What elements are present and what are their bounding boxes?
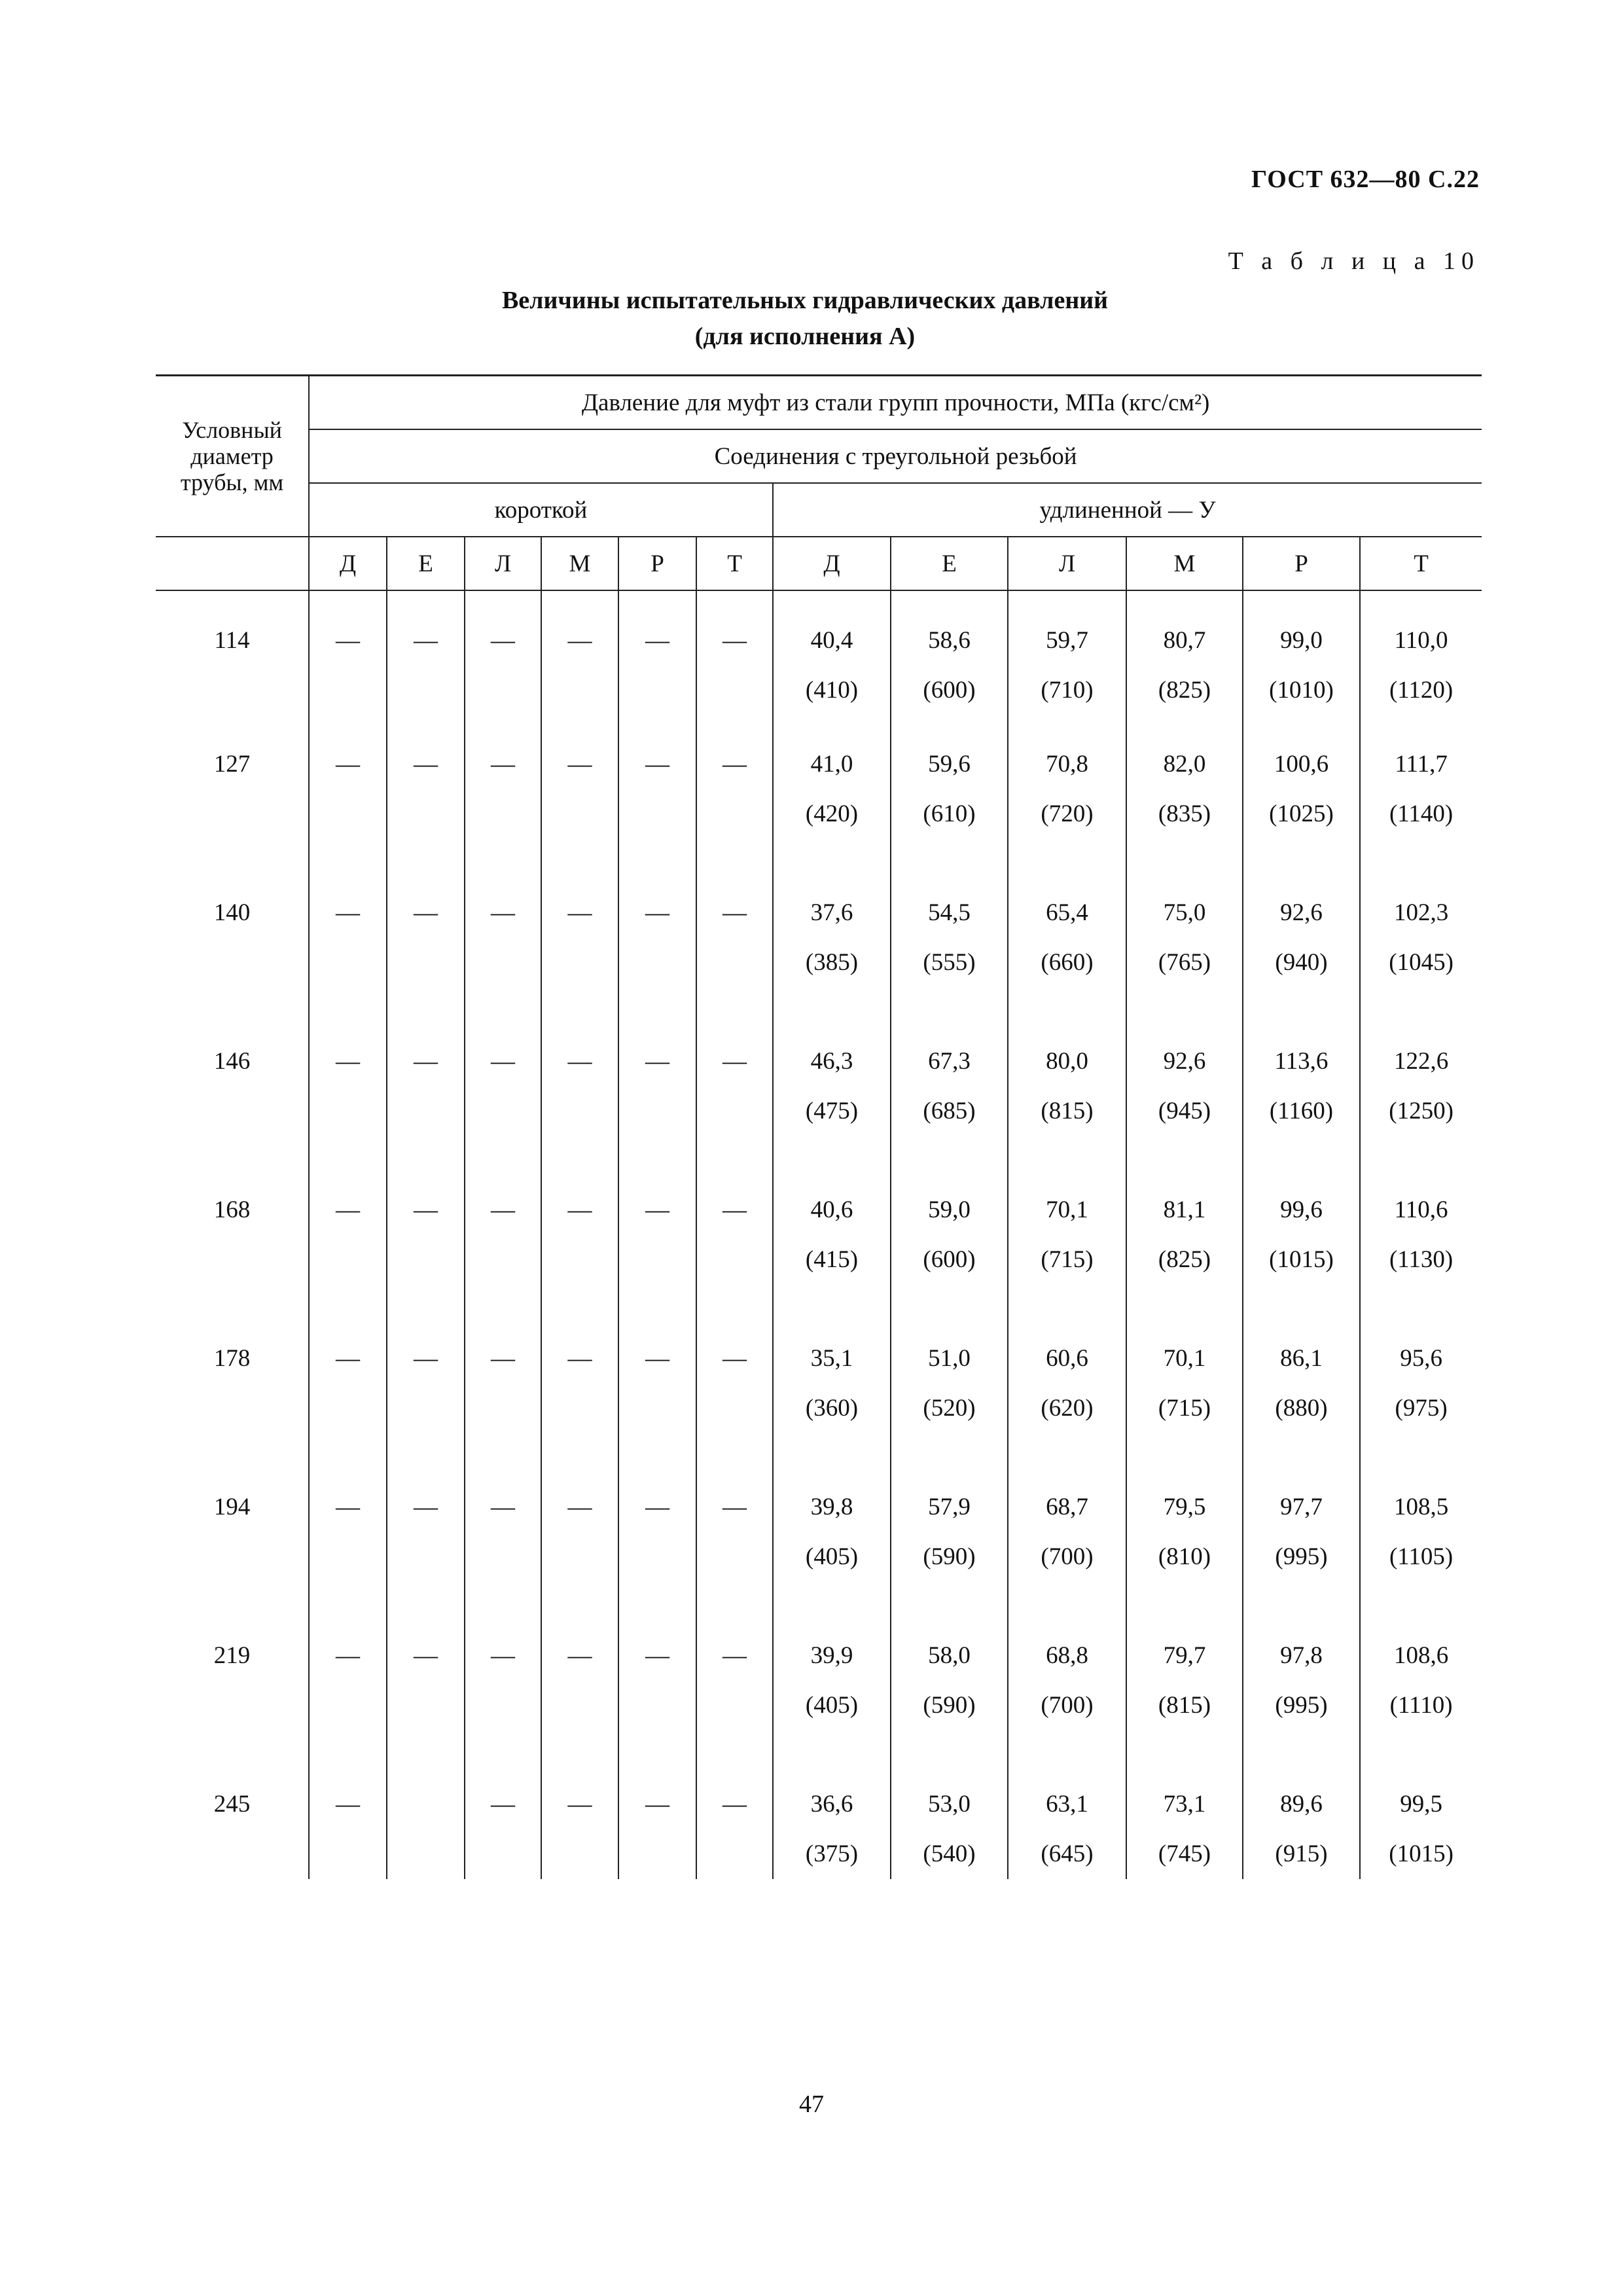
- long-thread-cell: [1243, 740, 1360, 888]
- pressure-kgf-cm2: (610): [923, 800, 976, 827]
- short-thread-cell: —: [309, 1631, 387, 1780]
- diameter-cell: 168: [213, 1196, 251, 1223]
- long-thread-cell: [1360, 1482, 1482, 1631]
- short-thread-cell: —: [696, 1185, 773, 1334]
- pressure-kgf-cm2: (1140): [1389, 800, 1454, 827]
- pressure-kgf-cm2: (1105): [1389, 1543, 1454, 1570]
- long-thread-cell: [1243, 1185, 1360, 1334]
- short-thread-cell: —: [387, 1482, 465, 1631]
- group-header: Т: [1360, 537, 1482, 590]
- short-thread-cell: —: [465, 1185, 541, 1334]
- short-thread-cell: —: [465, 888, 541, 1037]
- long-thread-cell: [1126, 740, 1243, 888]
- pressure-mpa: 59,7: [1046, 627, 1088, 654]
- long-thread-cell: [773, 888, 891, 1037]
- pressure-mpa: 67,3: [928, 1048, 971, 1075]
- long-thread-cell: [1243, 1037, 1360, 1185]
- table-row: [156, 1037, 1482, 1185]
- short-thread-cell: —: [387, 888, 465, 1037]
- pressure-mpa: 68,8: [1046, 1642, 1088, 1669]
- long-thread-cell: [773, 1185, 891, 1334]
- long-thread-cell: [1126, 1631, 1243, 1780]
- group-header: Е: [387, 537, 465, 590]
- table-row: [156, 1185, 1482, 1334]
- short-thread-cell: —: [387, 740, 465, 888]
- long-thread-cell: [1008, 590, 1126, 740]
- group-header: Д: [309, 537, 387, 590]
- group-header: Е: [891, 537, 1008, 590]
- short-thread-cell: —: [541, 1482, 618, 1631]
- pressure-kgf-cm2: (1130): [1389, 1246, 1454, 1273]
- long-thread-header: удлиненной — У: [773, 483, 1482, 537]
- group-header: Д: [773, 537, 891, 590]
- long-thread-cell: [891, 1037, 1008, 1185]
- pressure-mpa: 57,9: [928, 1494, 971, 1520]
- table-row: [156, 590, 1482, 740]
- pressure-mpa: 95,6: [1400, 1345, 1442, 1372]
- pressure-kgf-cm2: (590): [923, 1543, 976, 1570]
- table-number-label: Т а б л и ц а 10: [1228, 247, 1480, 275]
- long-thread-cell: [891, 1185, 1008, 1334]
- short-thread-header: короткой: [309, 483, 773, 537]
- pressure-mpa: 41,0: [810, 751, 853, 778]
- pressure-mpa: 35,1: [810, 1345, 853, 1372]
- long-thread-cell: [773, 1780, 891, 1879]
- pressure-kgf-cm2: (815): [1041, 1098, 1094, 1124]
- long-thread-cell: [1008, 1780, 1126, 1879]
- long-thread-cell: [1008, 888, 1126, 1037]
- pressure-mpa: 37,6: [810, 899, 853, 926]
- pressure-mpa: 100,6: [1274, 751, 1329, 778]
- pressure-kgf-cm2: (880): [1275, 1395, 1328, 1422]
- short-thread-cell: —: [618, 1482, 696, 1631]
- pressure-mpa: 110,0: [1394, 627, 1448, 654]
- table-title-line-2: (для исполнения А): [694, 323, 916, 350]
- pressure-mpa: 97,7: [1280, 1494, 1323, 1520]
- long-thread-cell: [1126, 1780, 1243, 1879]
- group-header: М: [541, 537, 618, 590]
- table-row: [156, 1631, 1482, 1780]
- diameter-cell: 146: [213, 1048, 251, 1075]
- pressure-mpa: 102,3: [1393, 899, 1449, 926]
- diameter-cell: 219: [213, 1642, 251, 1669]
- connection-header: Соединения с треугольной резьбой: [309, 429, 1482, 483]
- long-thread-cell: [1360, 590, 1482, 740]
- pressure-mpa: 39,9: [810, 1642, 853, 1669]
- pressure-kgf-cm2: (720): [1041, 800, 1094, 827]
- pressure-kgf-cm2: (1045): [1389, 949, 1454, 976]
- short-thread-cell: —: [309, 1780, 387, 1879]
- short-thread-cell: —: [541, 590, 618, 740]
- long-thread-cell: [1243, 1631, 1360, 1780]
- long-thread-cell: [1360, 740, 1482, 888]
- pressure-kgf-cm2: (765): [1158, 949, 1211, 976]
- pressure-mpa: 53,0: [928, 1791, 971, 1818]
- page-number: 47: [799, 2090, 824, 2118]
- long-thread-cell: [1126, 1185, 1243, 1334]
- pressure-mpa: 46,3: [810, 1048, 853, 1075]
- long-thread-cell: [1360, 1631, 1482, 1780]
- group-header: Л: [1008, 537, 1126, 590]
- pressure-mpa: 40,4: [810, 627, 853, 654]
- short-thread-cell: —: [541, 740, 618, 888]
- short-thread-cell: —: [541, 1037, 618, 1185]
- pressure-kgf-cm2: (825): [1158, 1246, 1211, 1273]
- pressure-kgf-cm2: (590): [923, 1692, 976, 1719]
- short-thread-cell: —: [618, 1037, 696, 1185]
- group-header: Л: [465, 537, 541, 590]
- pressure-mpa: 70,8: [1046, 751, 1088, 778]
- pressure-kgf-cm2: (420): [805, 800, 859, 827]
- long-thread-cell: [1008, 1334, 1126, 1482]
- pressure-kgf-cm2: (745): [1158, 1840, 1211, 1867]
- pressure-mpa: 99,5: [1400, 1791, 1442, 1818]
- long-thread-cell: [1360, 1780, 1482, 1879]
- short-thread-cell: —: [541, 1185, 618, 1334]
- short-thread-cell: —: [465, 1631, 541, 1780]
- long-thread-cell: [773, 590, 891, 740]
- short-thread-cell: —: [696, 1780, 773, 1879]
- short-thread-cell: —: [541, 1780, 618, 1879]
- pressure-kgf-cm2: (1015): [1389, 1840, 1454, 1867]
- pressure-mpa: 79,7: [1163, 1642, 1206, 1669]
- table-body: [156, 590, 1482, 1879]
- pressure-kgf-cm2: (700): [1041, 1692, 1094, 1719]
- short-thread-cell: —: [465, 1037, 541, 1185]
- pressure-mpa: 73,1: [1163, 1791, 1206, 1818]
- pressure-kgf-cm2: (475): [805, 1098, 859, 1124]
- long-thread-cell: [1008, 1482, 1126, 1631]
- pressure-kgf-cm2: (710): [1041, 677, 1094, 704]
- long-thread-cell: [891, 740, 1008, 888]
- diameter-cell: 127: [213, 751, 251, 778]
- short-thread-cell: —: [309, 740, 387, 888]
- short-thread-cell: —: [618, 888, 696, 1037]
- long-thread-cell: [891, 590, 1008, 740]
- pressure-kgf-cm2: (405): [805, 1543, 859, 1570]
- short-thread-cell: —: [309, 1037, 387, 1185]
- short-thread-cell: —: [309, 1334, 387, 1482]
- long-thread-cell: [1243, 590, 1360, 740]
- pressure-kgf-cm2: (1250): [1389, 1098, 1454, 1124]
- long-thread-cell: [891, 1780, 1008, 1879]
- short-thread-cell: —: [618, 1780, 696, 1879]
- pressure-mpa: 111,7: [1395, 751, 1448, 778]
- strength-group-row: [156, 537, 1482, 590]
- pressure-kgf-cm2: (1110): [1389, 1692, 1453, 1719]
- short-thread-cell: —: [465, 1482, 541, 1631]
- pressure-mpa: 65,4: [1046, 899, 1088, 926]
- pressure-mpa: 59,6: [928, 751, 971, 778]
- long-thread-cell: [1243, 1482, 1360, 1631]
- long-thread-cell: [1008, 1185, 1126, 1334]
- short-thread-cell: [387, 1780, 465, 1879]
- short-thread-cell: —: [541, 1334, 618, 1482]
- document-code-header: ГОСТ 632—80 С.22: [1251, 166, 1480, 193]
- group-header: Р: [618, 537, 696, 590]
- long-thread-cell: [773, 1334, 891, 1482]
- pressure-kgf-cm2: (1160): [1269, 1098, 1334, 1124]
- pressure-kgf-cm2: (600): [923, 1246, 976, 1273]
- pressure-kgf-cm2: (410): [805, 677, 859, 704]
- pressure-mpa: 81,1: [1163, 1196, 1206, 1223]
- long-thread-cell: [1243, 1780, 1360, 1879]
- pressure-kgf-cm2: (385): [805, 949, 859, 976]
- pressure-kgf-cm2: (405): [805, 1692, 859, 1719]
- pressure-mpa: 86,1: [1280, 1345, 1323, 1372]
- pressure-mpa: 63,1: [1046, 1791, 1088, 1818]
- short-thread-cell: —: [465, 740, 541, 888]
- short-thread-cell: —: [696, 1037, 773, 1185]
- short-thread-cell: —: [696, 590, 773, 740]
- pressure-mpa: 79,5: [1163, 1494, 1206, 1520]
- short-thread-cell: —: [618, 590, 696, 740]
- long-thread-cell: [1126, 1037, 1243, 1185]
- pressure-kgf-cm2: (715): [1041, 1246, 1094, 1273]
- pressure-mpa: 70,1: [1046, 1196, 1088, 1223]
- long-thread-cell: [1126, 590, 1243, 740]
- pressure-mpa: 108,5: [1393, 1494, 1449, 1520]
- pressure-mpa: 54,5: [928, 899, 971, 926]
- pressure-mpa: 92,6: [1163, 1048, 1206, 1075]
- pressure-kgf-cm2: (1010): [1269, 677, 1334, 704]
- pressure-mpa: 110,6: [1394, 1196, 1448, 1223]
- group-header: Р: [1243, 537, 1360, 590]
- long-thread-cell: [773, 1037, 891, 1185]
- long-thread-cell: [891, 1482, 1008, 1631]
- pressure-kgf-cm2: (685): [923, 1098, 976, 1124]
- pressure-kgf-cm2: (995): [1275, 1692, 1328, 1719]
- diameter-cell: 114: [214, 627, 250, 654]
- long-thread-cell: [1126, 1334, 1243, 1482]
- pressure-kgf-cm2: (825): [1158, 677, 1211, 704]
- short-thread-cell: —: [387, 1334, 465, 1482]
- pressure-mpa: 122,6: [1393, 1048, 1449, 1075]
- table-title-line-1: Величины испытательных гидравлических давлений: [501, 287, 1109, 314]
- pressure-kgf-cm2: (620): [1041, 1395, 1094, 1422]
- group-header: Т: [696, 537, 773, 590]
- short-thread-cell: —: [465, 1334, 541, 1482]
- pressure-table: [156, 374, 1482, 1879]
- long-thread-cell: [1360, 1185, 1482, 1334]
- pressure-mpa: 75,0: [1163, 899, 1206, 926]
- pressure-mpa: 99,0: [1280, 627, 1323, 654]
- pressure-mpa: 80,7: [1163, 627, 1206, 654]
- table-row: [156, 1334, 1482, 1482]
- short-thread-cell: —: [387, 1185, 465, 1334]
- pressure-mpa: 40,6: [810, 1196, 853, 1223]
- long-thread-cell: [1360, 1037, 1482, 1185]
- group-header: М: [1126, 537, 1243, 590]
- pressure-kgf-cm2: (945): [1158, 1098, 1211, 1124]
- short-thread-cell: —: [309, 590, 387, 740]
- pressure-mpa: 68,7: [1046, 1494, 1088, 1520]
- pressure-mpa: 113,6: [1274, 1048, 1329, 1075]
- short-thread-cell: —: [696, 740, 773, 888]
- pressure-mpa: 39,8: [810, 1494, 853, 1520]
- pressure-kgf-cm2: (915): [1275, 1840, 1328, 1867]
- short-thread-cell: —: [618, 1631, 696, 1780]
- pressure-kgf-cm2: (360): [805, 1395, 859, 1422]
- pressure-kgf-cm2: (815): [1158, 1692, 1211, 1719]
- long-thread-cell: [773, 1631, 891, 1780]
- pressure-kgf-cm2: (600): [923, 677, 976, 704]
- pressure-mpa: 36,6: [810, 1791, 853, 1818]
- pressure-kgf-cm2: (715): [1158, 1395, 1211, 1422]
- short-thread-cell: —: [541, 888, 618, 1037]
- pressure-mpa: 60,6: [1046, 1345, 1088, 1372]
- long-thread-cell: [1008, 1037, 1126, 1185]
- long-thread-cell: [1243, 1334, 1360, 1482]
- long-thread-cell: [1008, 1631, 1126, 1780]
- pressure-mpa: 89,6: [1280, 1791, 1323, 1818]
- pressure-mpa: 80,0: [1046, 1048, 1088, 1075]
- short-thread-cell: —: [696, 1631, 773, 1780]
- pressure-mpa: 82,0: [1163, 751, 1206, 778]
- diameter-header: Условный диаметр трубы, мм: [156, 376, 309, 537]
- pressure-kgf-cm2: (555): [923, 949, 976, 976]
- pressure-kgf-cm2: (1120): [1389, 677, 1454, 704]
- short-thread-cell: —: [465, 590, 541, 740]
- pressure-kgf-cm2: (975): [1395, 1395, 1448, 1422]
- pressure-mpa: 99,6: [1280, 1196, 1323, 1223]
- pressure-kgf-cm2: (540): [923, 1840, 976, 1867]
- short-thread-cell: —: [465, 1780, 541, 1879]
- long-thread-cell: [773, 740, 891, 888]
- pressure-kgf-cm2: (660): [1041, 949, 1094, 976]
- short-thread-cell: —: [387, 590, 465, 740]
- pressure-kgf-cm2: (415): [805, 1246, 859, 1273]
- pressure-mpa: 92,6: [1280, 899, 1323, 926]
- pressure-mpa: 51,0: [928, 1345, 971, 1372]
- short-thread-cell: —: [618, 1185, 696, 1334]
- long-thread-cell: [1360, 888, 1482, 1037]
- diameter-cell: 140: [213, 899, 251, 926]
- pressure-kgf-cm2: (520): [923, 1395, 976, 1422]
- pressure-kgf-cm2: (995): [1275, 1543, 1328, 1570]
- short-thread-cell: —: [541, 1631, 618, 1780]
- pressure-kgf-cm2: (835): [1158, 800, 1211, 827]
- pressure-mpa: 97,8: [1280, 1642, 1323, 1669]
- long-thread-cell: [1243, 888, 1360, 1037]
- short-thread-cell: —: [309, 1185, 387, 1334]
- diameter-header-spacer: [156, 537, 309, 590]
- pressure-kgf-cm2: (940): [1275, 949, 1328, 976]
- pressure-mpa: 108,6: [1393, 1642, 1449, 1669]
- long-thread-cell: [773, 1482, 891, 1631]
- long-thread-cell: [891, 888, 1008, 1037]
- diameter-cell: 178: [213, 1345, 251, 1372]
- pressure-mpa: 58,0: [928, 1642, 971, 1669]
- diameter-cell: 245: [213, 1791, 251, 1818]
- pressure-kgf-cm2: (700): [1041, 1543, 1094, 1570]
- short-thread-cell: —: [696, 1482, 773, 1631]
- pressure-kgf-cm2: (645): [1041, 1840, 1094, 1867]
- table-row: [156, 1780, 1482, 1879]
- long-thread-cell: [1126, 888, 1243, 1037]
- short-thread-cell: —: [309, 1482, 387, 1631]
- short-thread-cell: —: [309, 888, 387, 1037]
- pressure-mpa: 58,6: [928, 627, 971, 654]
- pressure-mpa: 70,1: [1163, 1345, 1206, 1372]
- pressure-kgf-cm2: (1015): [1269, 1246, 1334, 1273]
- short-thread-cell: —: [696, 1334, 773, 1482]
- short-thread-cell: —: [387, 1631, 465, 1780]
- diameter-cell: 194: [213, 1494, 251, 1520]
- table-row: [156, 888, 1482, 1037]
- table-row: [156, 740, 1482, 888]
- short-thread-cell: —: [618, 740, 696, 888]
- long-thread-cell: [891, 1631, 1008, 1780]
- short-thread-cell: —: [618, 1334, 696, 1482]
- pressure-kgf-cm2: (810): [1158, 1543, 1211, 1570]
- pressure-kgf-cm2: (1025): [1269, 800, 1334, 827]
- short-thread-cell: —: [387, 1037, 465, 1185]
- short-thread-cell: —: [696, 888, 773, 1037]
- long-thread-cell: [891, 1334, 1008, 1482]
- pressure-mpa: 59,0: [928, 1196, 971, 1223]
- pressure-kgf-cm2: (375): [805, 1840, 859, 1867]
- long-thread-cell: [1008, 740, 1126, 888]
- long-thread-cell: [1360, 1334, 1482, 1482]
- table-row: [156, 1482, 1482, 1631]
- long-thread-cell: [1126, 1482, 1243, 1631]
- pressure-header: Давление для муфт из стали групп прочности, МПа (кгс/см²): [309, 376, 1482, 430]
